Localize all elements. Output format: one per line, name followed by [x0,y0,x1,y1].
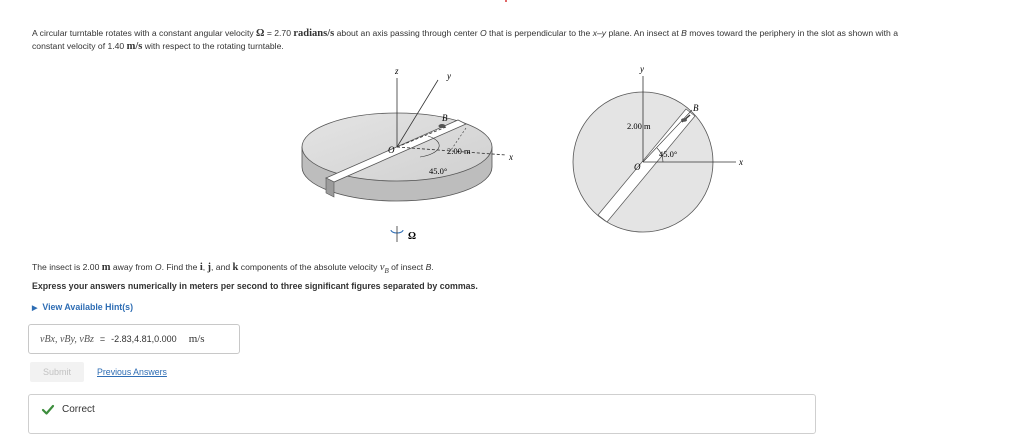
unit-vector-k: k [232,262,239,273]
meter-unit: m [101,262,111,273]
top-marker [505,0,507,2]
problem-text: with respect to the rotating turntable. [144,41,284,51]
insect-icon-top-view [681,118,687,122]
problem-line-2 [32,40,1011,53]
center-label: O [479,28,487,38]
question-text [32,262,434,275]
answer-variables [40,334,94,345]
insect-label: B [425,262,432,272]
omega-symbol: Ω [256,28,265,39]
turntable-3d [302,66,513,242]
problem-text: that is perpendicular to the [489,28,591,38]
question-part: away from [112,262,153,272]
plane-label: x–y [592,28,607,38]
problem-statement [32,27,1011,53]
question-part: of insect [391,262,424,272]
y-label-top-view: y [640,64,644,74]
question-part: , and [211,262,231,272]
angle-label: 45.0° [429,166,448,176]
view-hints-link[interactable] [32,302,133,312]
question-part: , [202,262,206,272]
problem-text: plane. An insect at [608,28,679,38]
result-panel [28,394,816,434]
center-label: O [154,262,162,272]
previous-answers-link[interactable]: Previous Answers [97,367,167,377]
question-part: components of the absolute velocity [240,262,378,272]
result-label: Correct [62,404,95,415]
distance-label-top-view: 2.00 m [627,121,651,131]
b-label: B [442,113,448,123]
y-label: y [447,71,451,81]
submit-button[interactable]: Submit [30,362,84,382]
hint-label: View Available Hint(s) [42,302,133,312]
velocity-symbol [379,262,389,276]
problem-text: A circular turntable rotates with a constant angular velocity [32,28,254,38]
answer-equals: = [99,334,106,344]
unit-vector-i: i [199,262,203,273]
o-label: O [388,145,395,155]
problem-text: about an axis passing through center [336,28,478,38]
answer-unit: m/s [188,333,205,345]
insect-label: B [681,28,687,38]
turntable-diagram [270,60,770,260]
velocity-subscript: B [384,267,389,276]
x-label: x [509,152,513,162]
answer-variables-text: vBx, vBy, vBz [40,333,94,345]
o-label-top-view: O [634,162,641,172]
problem-figure [270,60,770,260]
omega-value: = 2.70 [266,28,291,38]
triangle-right-icon: ▶ [32,305,38,312]
omega-unit: radians/s [293,28,335,39]
question-part: . Find the [161,262,198,272]
x-label-top-view: x [739,157,743,167]
checkmark-icon [41,403,55,417]
question-part: . [431,262,434,272]
insect-icon [439,124,446,128]
problem-text: constant velocity of 1.40 [32,41,125,51]
b-label-top-view: B [693,103,699,113]
answer-value: -2.83,4.81,0.000 [111,334,177,344]
unit-vector-j: j [207,262,212,273]
problem-text: moves toward the periphery in the slot as shown with a [689,28,898,38]
instruction-text: Express your answers numerically in meters per second to three significant figures separated by commas. [32,281,478,291]
question-part: The insect is 2.00 [32,262,100,272]
answer-box[interactable] [28,324,240,354]
turntable-top-view [573,64,743,232]
z-label: z [395,66,399,76]
velocity-v: v [379,262,385,273]
distance-label: 2.00 m [447,146,471,156]
omega-label: Ω [408,231,417,242]
angle-label-top-view: 45.0° [659,149,678,159]
problem-line-1 [32,27,1011,40]
velocity-unit: m/s [126,41,143,52]
